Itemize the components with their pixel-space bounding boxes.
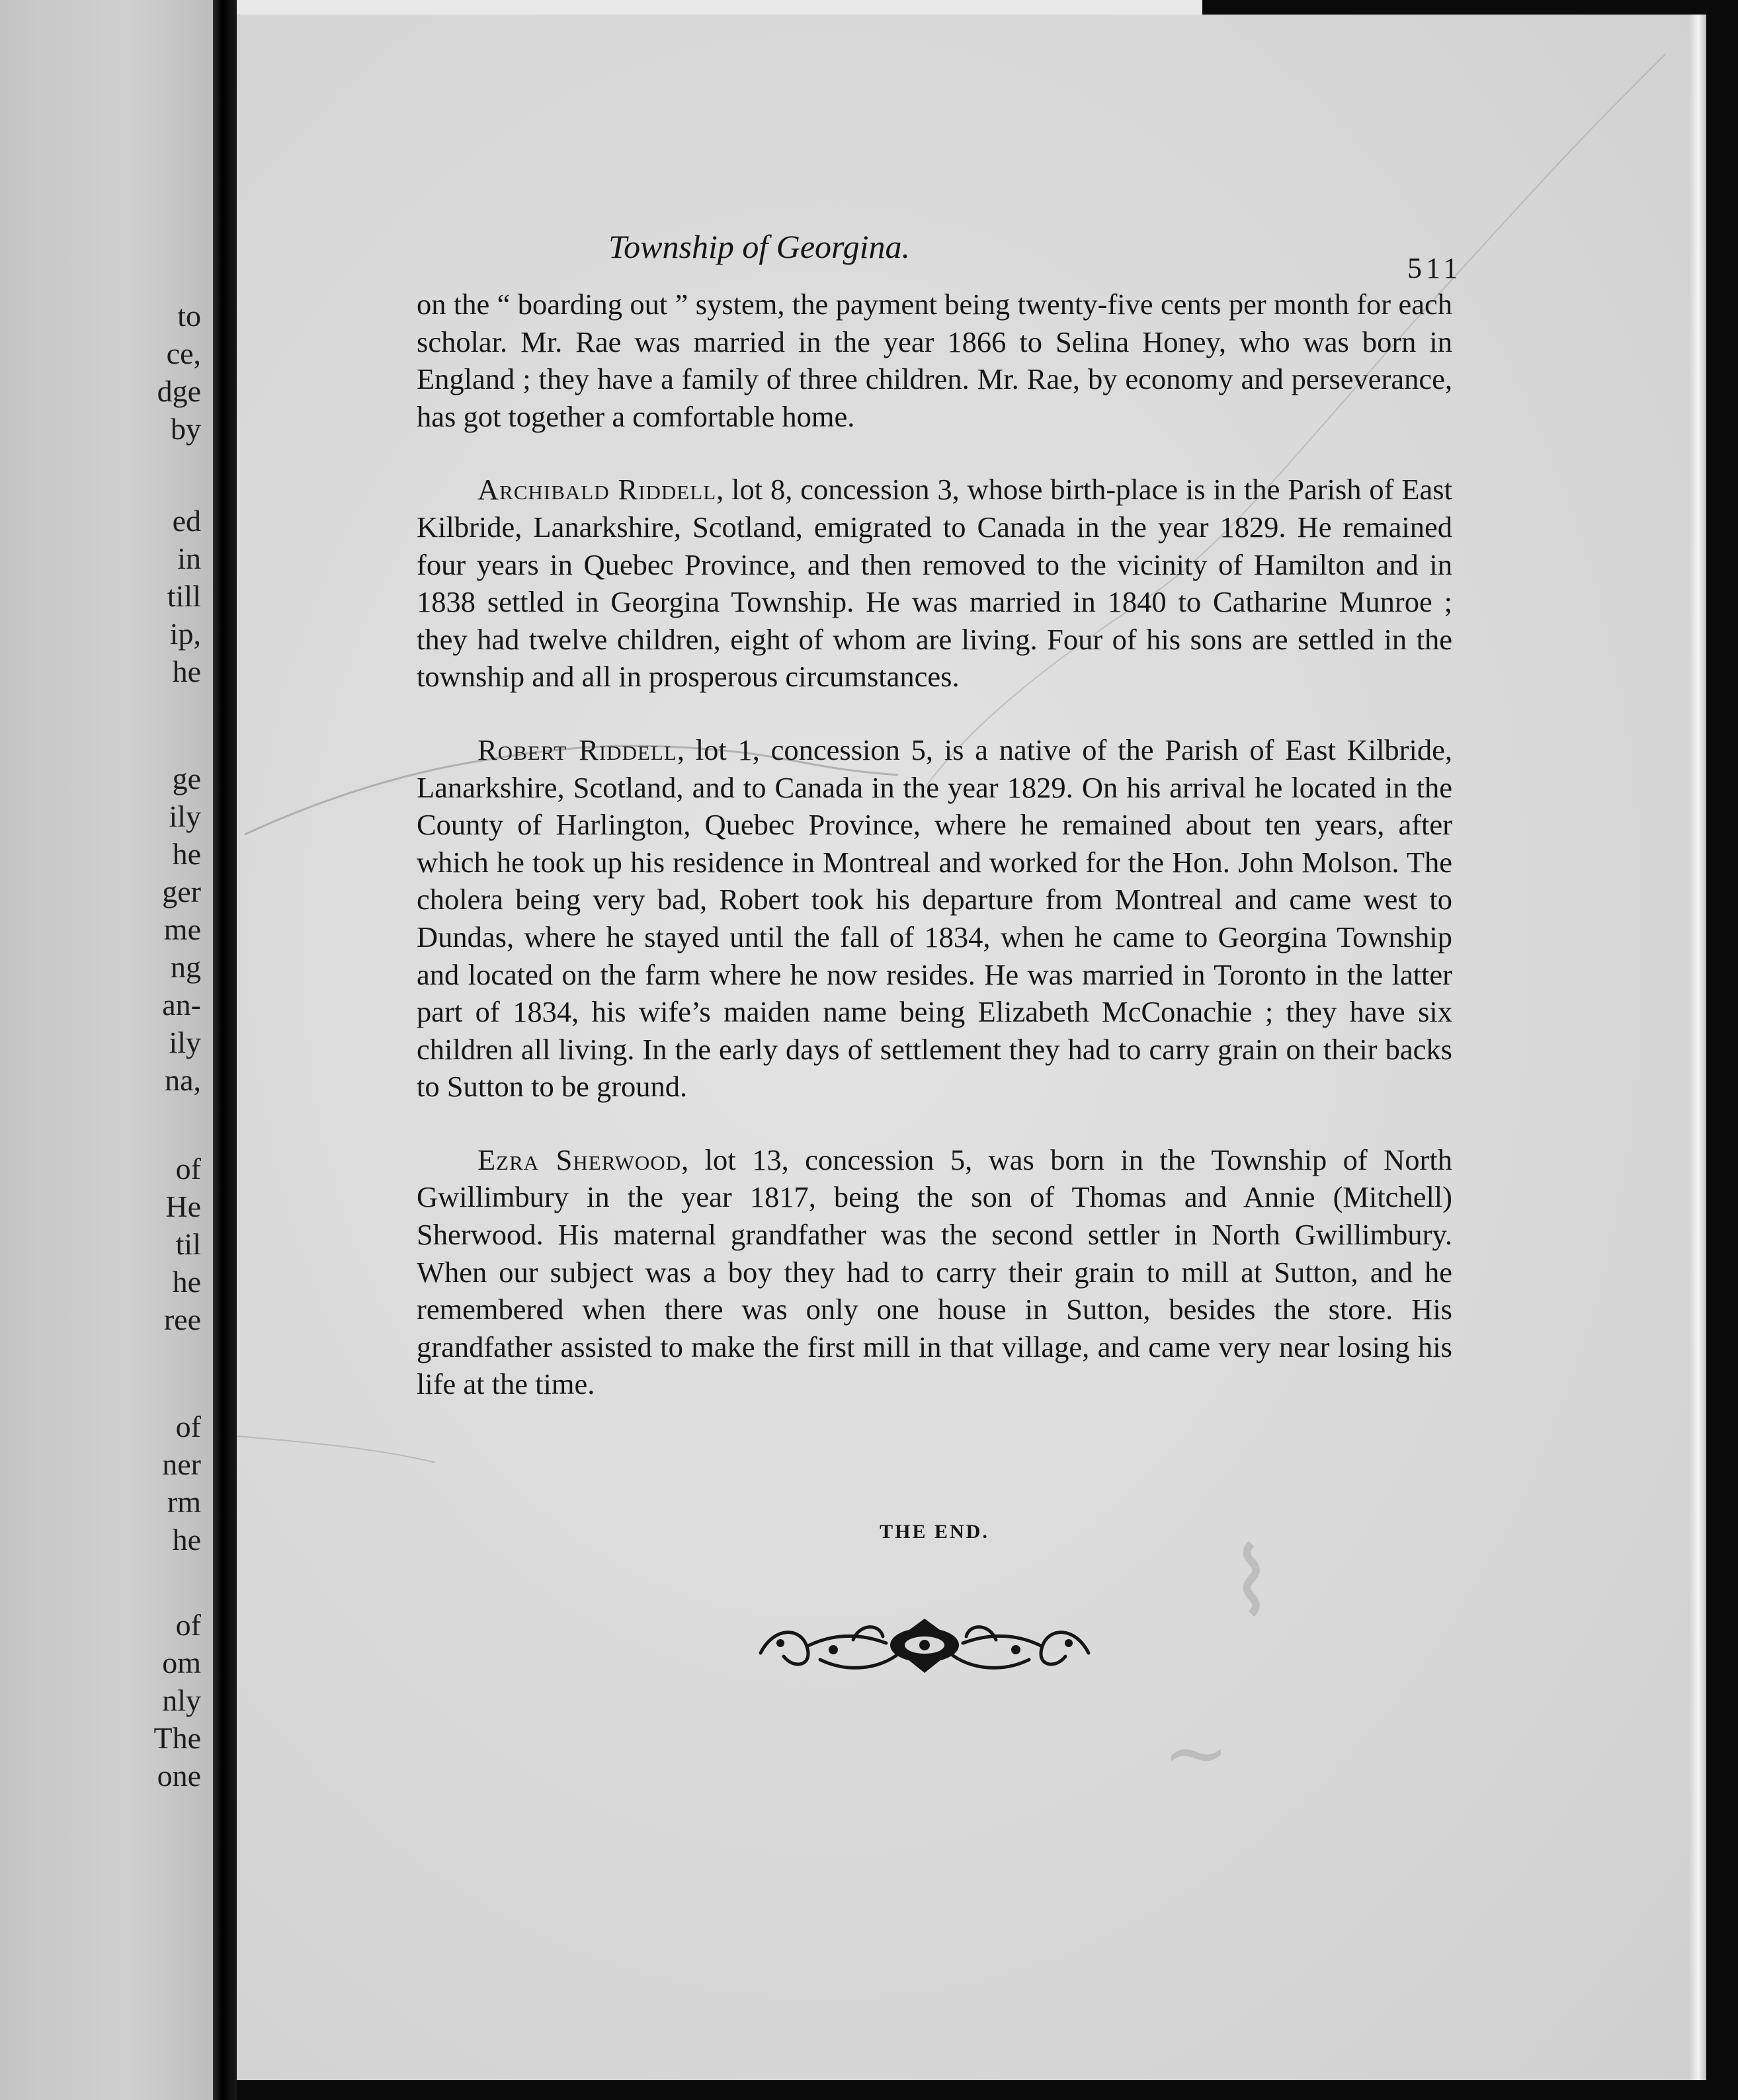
paragraph-robert-riddell: [417, 731, 1452, 1106]
left-page-edge: [0, 0, 213, 2100]
person-name: Ezra Sherwood: [477, 1143, 682, 1176]
left-page-fragment: he: [172, 837, 201, 871]
left-page-fragment: of: [175, 1608, 201, 1642]
running-head: Township of Georgina.: [608, 228, 911, 265]
page-number: 511: [1407, 252, 1462, 284]
left-page-fragment: ily: [169, 1026, 201, 1059]
left-page-fragment: of: [175, 1410, 201, 1443]
person-name: Robert Riddell: [477, 733, 677, 766]
pencil-mark: ⌇: [1229, 1529, 1274, 1636]
left-page-fragment: he: [172, 655, 201, 688]
person-name: Archibald Riddell: [477, 473, 717, 506]
the-end-label: THE END.: [880, 1521, 989, 1543]
left-page-fragment: to: [177, 299, 201, 333]
left-page-fragment: ed: [172, 504, 201, 538]
paragraph-rae: on the “ boarding out ” system, the payment being twenty-five cents per month for each scholar. Mr. Rae was married in the year 1866 to Selina Honey, who was born in England ; they have a family of three children. Mr. Rae, by economy and perseverance, has got together a comfortable home.: [417, 288, 1452, 433]
paragraph-body: , lot 13, concession 5, was born in the Township of North Gwillimbury in the year 1817, being the son of Thomas and Annie (Mitchell) Sherwood. His maternal grandfather was the second settler in North Gwillimbury. When our subject was a boy they had to carry their grain to mill at Sutton, and he remembered when there was only one house in Sutton, besides the store. His grandfather assisted to make the first mill in that village, and came very near losing his life at the time.: [417, 1143, 1452, 1401]
left-page-fragment: dge: [157, 374, 201, 408]
book-gutter: [213, 0, 237, 2100]
left-page-fragment: til: [175, 1227, 201, 1261]
left-page-fragment: ge: [172, 762, 201, 795]
left-page-fragment: ily: [169, 799, 201, 833]
left-page-fragment: om: [162, 1646, 201, 1679]
left-page-fragment: ner: [162, 1447, 201, 1481]
left-page-fragment: nly: [162, 1683, 201, 1717]
paragraph-ezra-sherwood: [417, 1141, 1452, 1403]
left-page-fragment: The: [153, 1721, 201, 1755]
left-page-fragment: ip,: [169, 617, 201, 651]
paragraph-body: , lot 1, concession 5, is a native of the Parish of East Kilbride, Lanarkshire, Scotland, and to Canada in the year 1829. On his arrival he located in the County of Harlington, Quebec Province, where he remained about ten years, after which he took up his residence in Montreal and worked for the Hon. John Molson. The cholera being very bad, Robert took his departure from Montreal and came west to Dundas, where he stayed until the fall of 1834, when he came to Georgina Township and located on the farm where he now resides. He was married in Toronto in the latter part of 1834, his wife’s maiden name being Elizabeth McConachie ; they have six children all living. In the early days of settlement they had to carry grain on their backs to Sutton to be ground.: [417, 733, 1452, 1104]
left-page-fragment: an-: [162, 988, 201, 1022]
paragraph-archibald-riddell: [417, 471, 1452, 696]
left-page-fragment: by: [171, 412, 201, 446]
paragraph-body: , lot 8, concession 3, whose birth-place is in the Parish of East Kilbride, Lanarkshire, Scotland, emigrated to Canada in the year 1829. He remained four years in Quebec Province, and then removed to the vicinity of Hamilton and in 1838 settled in Georgina Township. He was married in 1840 to Catharine Munroe ; they had twelve children, eight of whom are living. Four of his sons are settled in the township and all in prosperous circumstances.: [417, 473, 1452, 694]
left-page-fragment: he: [172, 1523, 201, 1556]
left-page-fragment: He: [165, 1190, 201, 1223]
left-page-fragment: one: [157, 1759, 201, 1793]
left-page-fragment: na,: [165, 1063, 201, 1097]
left-page-fragment: of: [175, 1152, 201, 1186]
left-page-fragment: in: [177, 542, 201, 575]
left-page-fragment: till: [167, 579, 201, 613]
page-edge: [1689, 15, 1706, 2080]
left-page-fragment: ce,: [166, 337, 201, 370]
book-page: [237, 15, 1706, 2080]
left-page-fragment: ree: [163, 1303, 201, 1336]
left-page-fragment: he: [172, 1265, 201, 1299]
pencil-mark: ~: [1163, 1707, 1229, 1799]
floral-ornament-icon: [754, 1613, 1095, 1678]
left-page-fragment: me: [163, 912, 201, 946]
left-page-fragment: ger: [162, 875, 201, 909]
article-text: [417, 286, 1452, 1403]
left-page-fragment: rm: [167, 1485, 201, 1519]
left-page-fragment: ng: [171, 950, 201, 984]
